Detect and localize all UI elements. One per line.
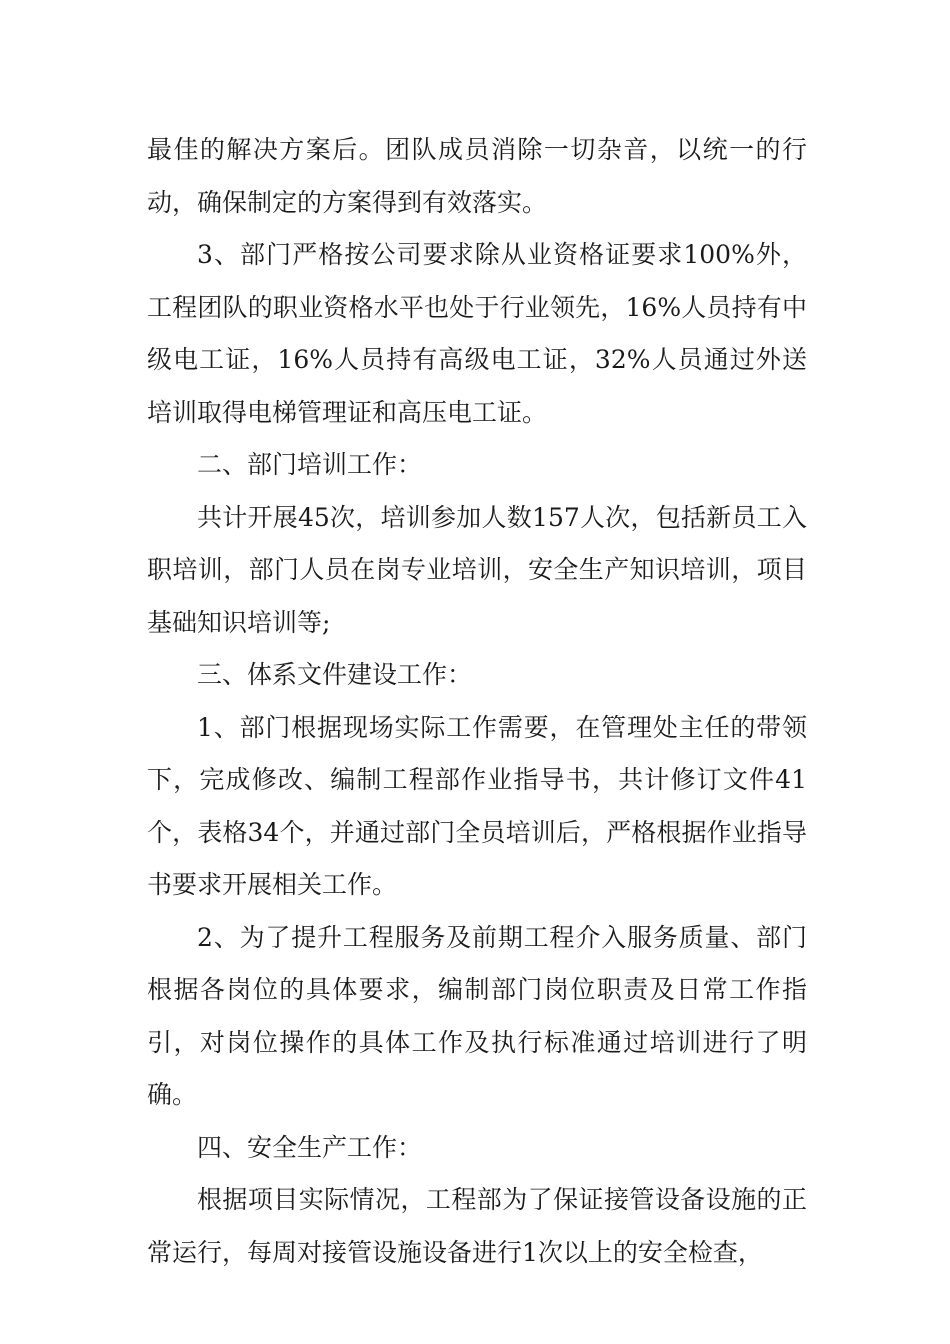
section-heading-system-documents: 三、体系文件建设工作： <box>197 660 473 689</box>
section-heading-training: 二、部门培训工作： <box>197 450 423 479</box>
paragraph-job-responsibilities: 2、为了提升工程服务及前期工程介入服务质量、部门根据各岗位的具体要求，编制部门岗位职责及日常工作指引，对岗位操作的具体工作及执行标准通过培训进行了明确。 <box>147 922 807 1109</box>
paragraph-safety-inspection: 根据项目实际情况，工程部为了保证接管设备设施的正常运行，每周对接管设施设备进行1次以上的安全检查， <box>147 1185 807 1267</box>
paragraph-work-instructions: 1、部门根据现场实际工作需要，在管理处主任的带领下，完成修改、编制工程部作业指导书，共计修订文件41个，表格34个，并通过部门全员培训后，严格根据作业指导书要求开展相关工作。 <box>147 712 807 899</box>
paragraph-qualification-stats: 3、部门严格按公司要求除从业资格证要求100%外，工程团队的职业资格水平也处于行业领先，16%人员持有中级电工证，16%人员持有高级电工证，32%人员通过外送培训取得电梯管理证和高压电工证。 <box>147 240 807 427</box>
section-heading-safety-production: 四、安全生产工作： <box>197 1132 423 1162</box>
paragraph-training-summary: 共计开展45次，培训参加人数157人次，包括新员工入职培训，部门人员在岗专业培训，安全生产知识培训，项目基础知识培训等; <box>147 502 807 637</box>
document-body <box>147 124 807 1279</box>
paragraph-continuation: 最佳的解决方案后。团队成员消除一切杂音，以统一的行动，确保制定的方案得到有效落实。 <box>147 135 807 217</box>
